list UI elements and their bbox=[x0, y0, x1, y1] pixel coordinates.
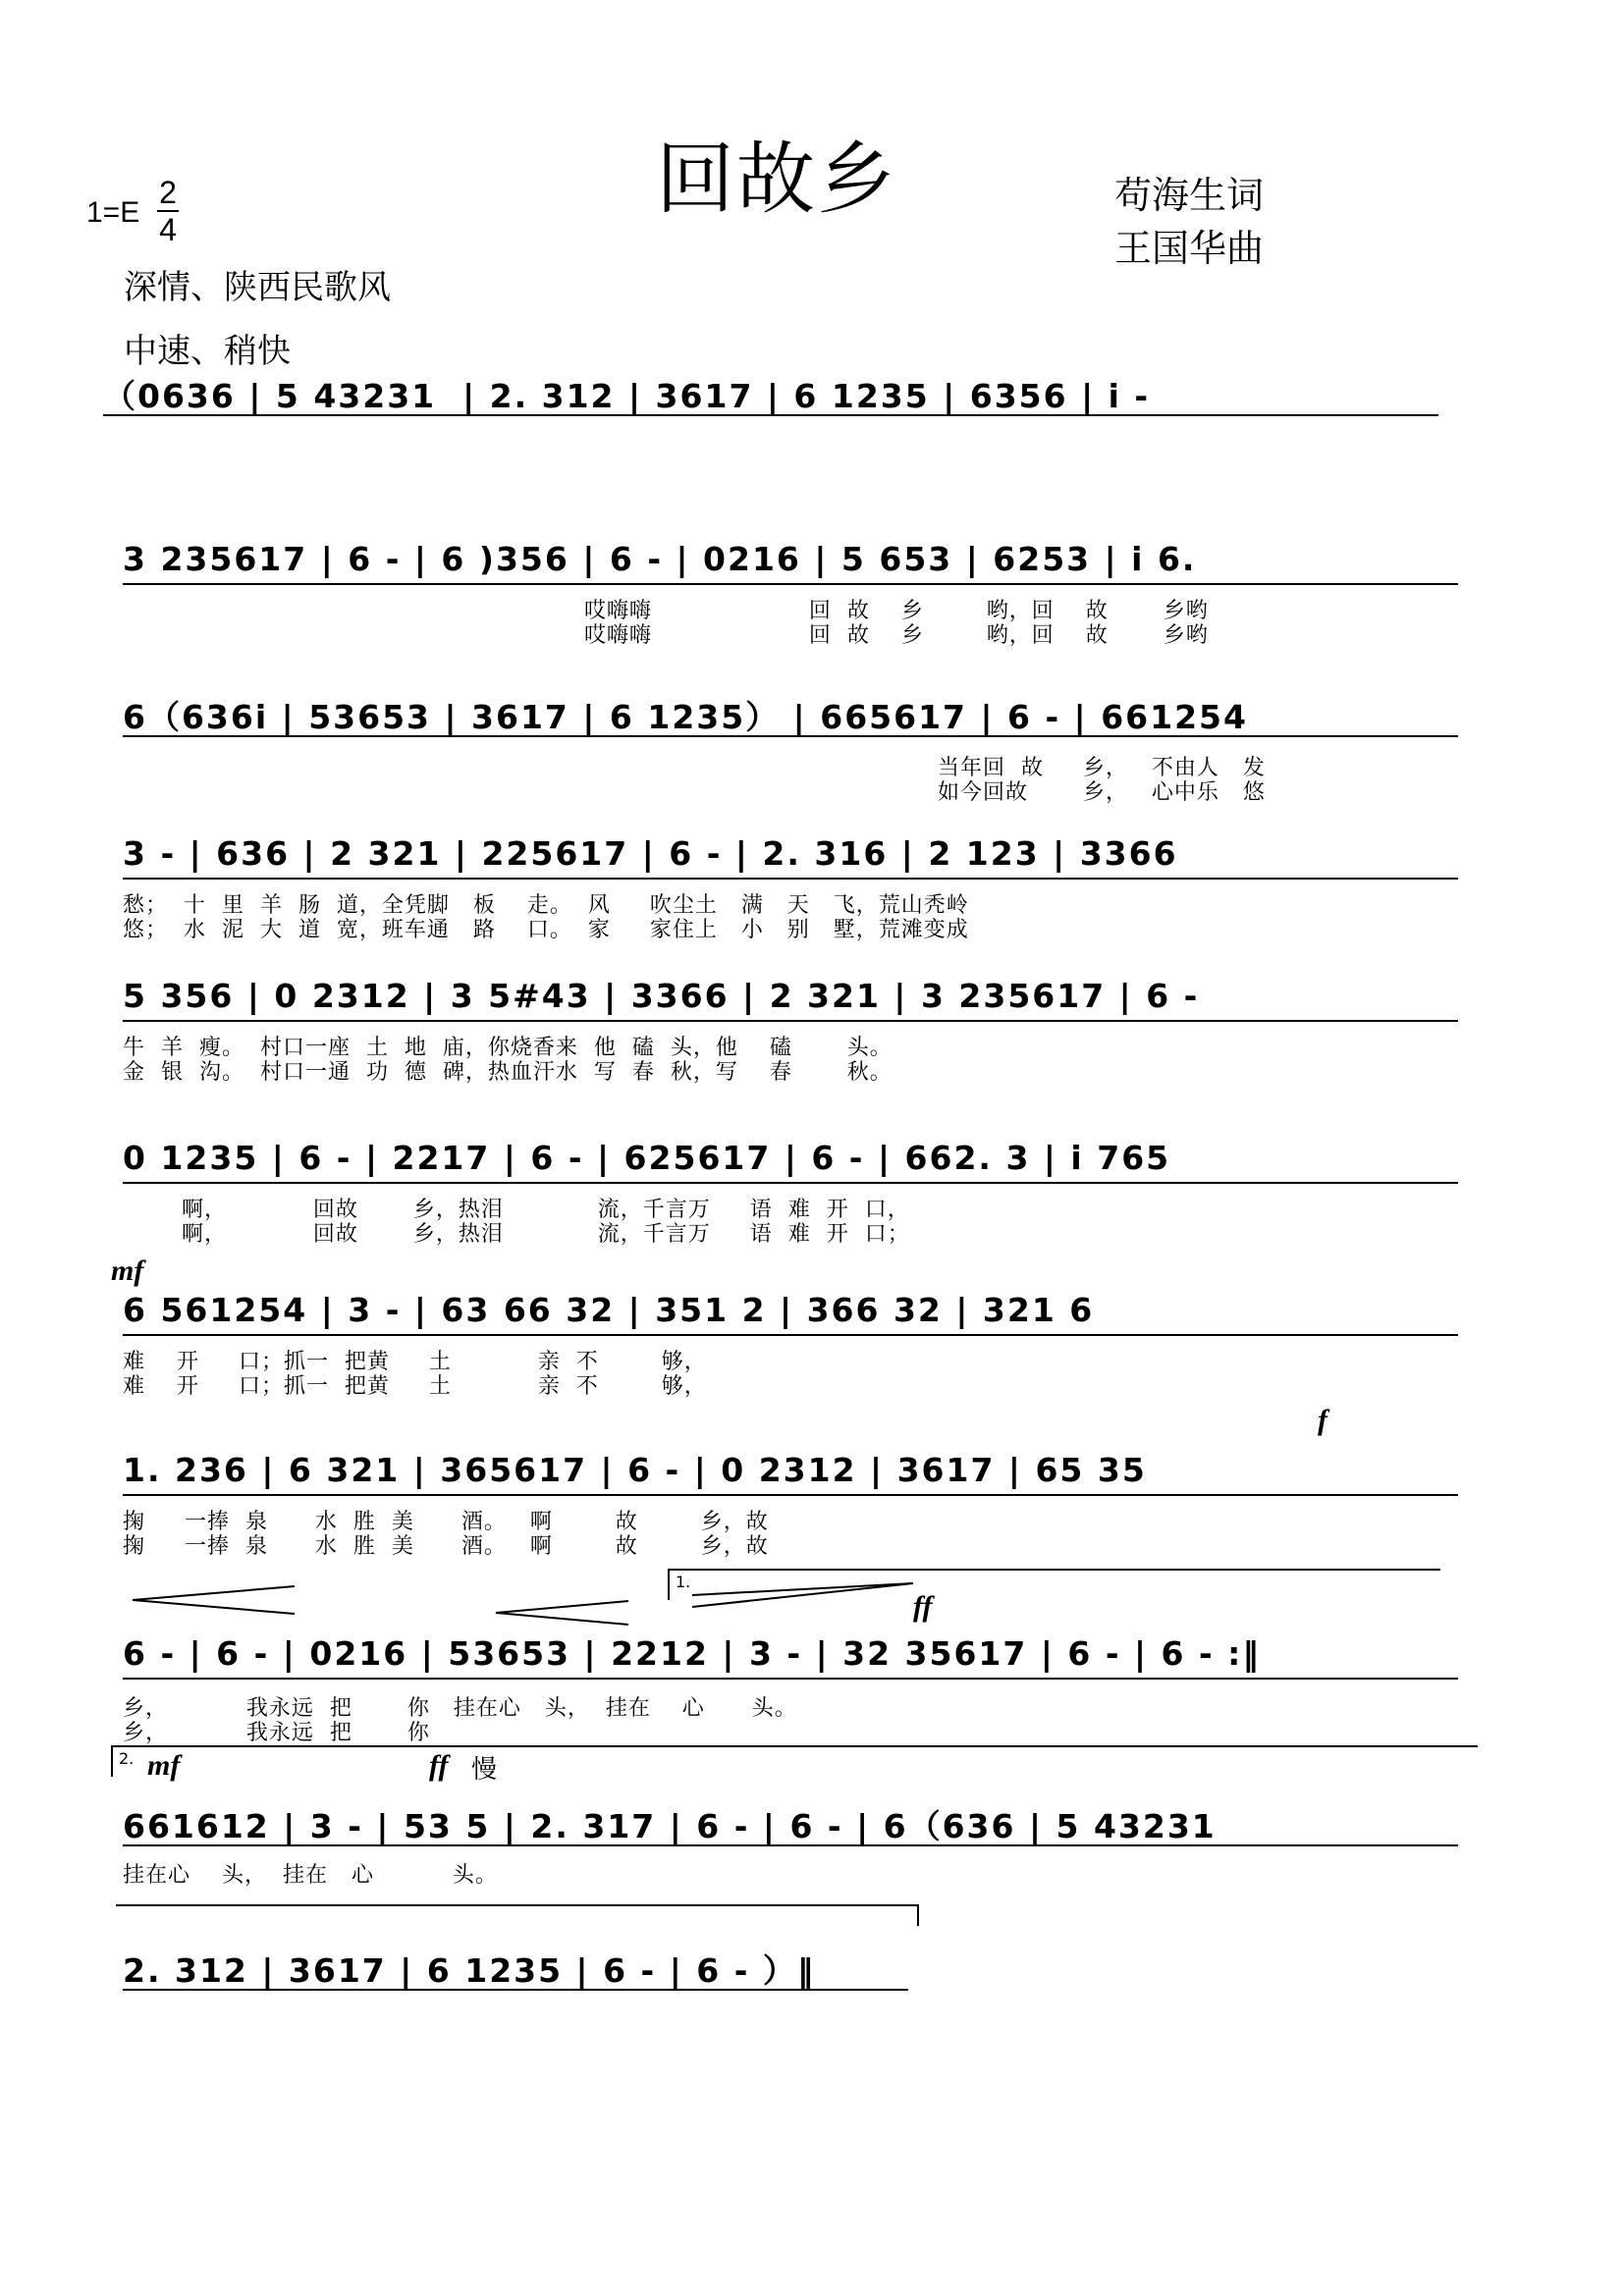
bracket-line bbox=[116, 1904, 919, 1906]
lyric-verse-1: 当年回 故 乡， 不由人 发 bbox=[938, 756, 1266, 780]
lyric-verse-1: 挂在心 头， 挂在 心 头。 bbox=[123, 1863, 498, 1888]
system-5 bbox=[123, 977, 1497, 1085]
lyric-verse-2: 掬 一捧 泉 水 胜 美 酒。 啊 故 乡，故 bbox=[123, 1534, 769, 1559]
crescendo-hairpin-1 bbox=[128, 1580, 304, 1620]
system-10 bbox=[123, 1801, 1497, 1888]
dynamic-ff-1: ff bbox=[913, 1590, 933, 1623]
lyric-verse-2: 悠； 水 泥 大 道 宽，班车通 路 口。 家 家住上 小 别 墅，荒滩变成 bbox=[123, 918, 969, 942]
notes: 1. 236 | 6 321 | 365617 | 6 - | 0 2312 | 3617 | 65 35 bbox=[123, 1451, 1147, 1489]
lyricist: 苟海生词 bbox=[1114, 174, 1265, 217]
crescendo-hairpin-2 bbox=[491, 1595, 638, 1634]
notes: 5 356 | 0 2312 | 3 5#43 | 3366 | 2 321 | 3 235617 | 6 - bbox=[123, 977, 1200, 1015]
lyric-verse-1: 啊， 回故 乡，热泪 流，千言万 语 难 开 口， bbox=[182, 1198, 910, 1222]
notes: （0636 | 5 43231 | 2. 312 | 3617 | 6 1235 | 6356 | i - bbox=[103, 377, 1151, 415]
volta-1-label: 1. bbox=[676, 1573, 691, 1591]
lyric-verse-2: 如今回故 乡， 心中乐 悠 bbox=[938, 780, 1266, 805]
lyric-verse-2: 金 银 沟。 村口一通 功 德 碑，热血汗水 写 春 秋，写 春 秋。 bbox=[123, 1060, 893, 1085]
system-1 bbox=[103, 371, 1478, 417]
system-7 bbox=[123, 1291, 1497, 1399]
notes: 0 1235 | 6 - | 2217 | 6 - | 625617 | 6 - | 662. 3 | i 765 bbox=[123, 1139, 1171, 1177]
dynamic-ff-2: ff bbox=[429, 1749, 449, 1782]
notes: 3 235617 | 6 - | 6 )356 | 6 - | 0216 | 5 653 | 6253 | i 6. bbox=[123, 540, 1197, 578]
page-title: 回故乡 bbox=[656, 133, 897, 225]
lyric-verse-1: 愁； 十 里 羊 肠 道，全凭脚 板 走。 风 吹尘土 满 天 飞，荒山秃岭 bbox=[123, 893, 969, 918]
expression-mood: 深情、陕西民歌风 bbox=[124, 268, 391, 307]
notes: 6 561254 | 3 - | 63 66 32 | 351 2 | 366 32 | 321 6 bbox=[123, 1291, 1095, 1329]
volta-2 bbox=[111, 1745, 1478, 1777]
system-4 bbox=[123, 834, 1497, 942]
time-signature bbox=[157, 175, 179, 247]
dynamic-mf-2: mf bbox=[147, 1749, 181, 1782]
lyric-verse-1: 哎嗨嗨 回 故 乡 哟，回 故 乡哟 bbox=[584, 599, 1209, 623]
dynamic-mf: mf bbox=[111, 1255, 144, 1287]
bracket-end bbox=[917, 1904, 919, 1926]
lyric-verse-2: 啊， 回故 乡，热泪 流，千言万 语 难 开 口； bbox=[182, 1222, 910, 1247]
lyric-verse-2: 难 开 口；抓一 把黄 土 亲 不 够， bbox=[123, 1374, 707, 1399]
lyric-verse-2: 乡， 我永远 把 你 bbox=[123, 1721, 430, 1745]
lyric-verse-1: 牛 羊 瘦。 村口一座 土 地 庙，你烧香来 他 磕 头，他 磕 头。 bbox=[123, 1036, 893, 1060]
volta-2-label: 2. bbox=[119, 1749, 135, 1768]
key-signature: 1=E bbox=[86, 196, 140, 229]
tempo-slow: 慢 bbox=[471, 1755, 498, 1785]
system-9 bbox=[123, 1634, 1497, 1745]
time-sig-bottom: 4 bbox=[159, 212, 177, 247]
system-8 bbox=[123, 1451, 1497, 1559]
expression-tempo: 中速、稍快 bbox=[124, 332, 291, 371]
lyric-verse-2: 哎嗨嗨 回 故 乡 哟，回 故 乡哟 bbox=[584, 623, 1209, 648]
composer: 王国华曲 bbox=[1114, 227, 1265, 270]
dynamic-f: f bbox=[1318, 1404, 1327, 1436]
time-sig-top: 2 bbox=[159, 175, 177, 210]
lyric-verse-1: 乡， 我永远 把 你 挂在心 头， 挂在 心 头。 bbox=[123, 1696, 797, 1721]
lyric-verse-1: 掬 一捧 泉 水 胜 美 酒。 啊 故 乡，故 bbox=[123, 1510, 769, 1534]
notes: 6（636i | 53653 | 3617 | 6 1235） | 665617 | 6 - | 661254 bbox=[123, 698, 1248, 736]
lyric-verse-1: 难 开 口；抓一 把黄 土 亲 不 够， bbox=[123, 1350, 707, 1374]
system-2 bbox=[123, 540, 1497, 648]
system-11 bbox=[123, 1946, 1006, 1992]
notes: 3 - | 636 | 2 321 | 225617 | 6 - | 2. 316 | 2 123 | 3366 bbox=[123, 834, 1178, 873]
notes: 2. 312 | 3617 | 6 1235 | 6 - | 6 - ）‖ bbox=[123, 1951, 816, 1990]
crescendo-hairpin-3 bbox=[687, 1575, 923, 1615]
notes: 6 - | 6 - | 0216 | 53653 | 2212 | 3 - | 32 35617 | 6 - | 6 - :‖ bbox=[123, 1634, 1261, 1673]
notes: 661612 | 3 - | 53 5 | 2. 317 | 6 - | 6 - | 6（636 | 5 43231 bbox=[123, 1807, 1217, 1845]
system-3 bbox=[123, 692, 1497, 805]
system-6 bbox=[123, 1139, 1497, 1247]
